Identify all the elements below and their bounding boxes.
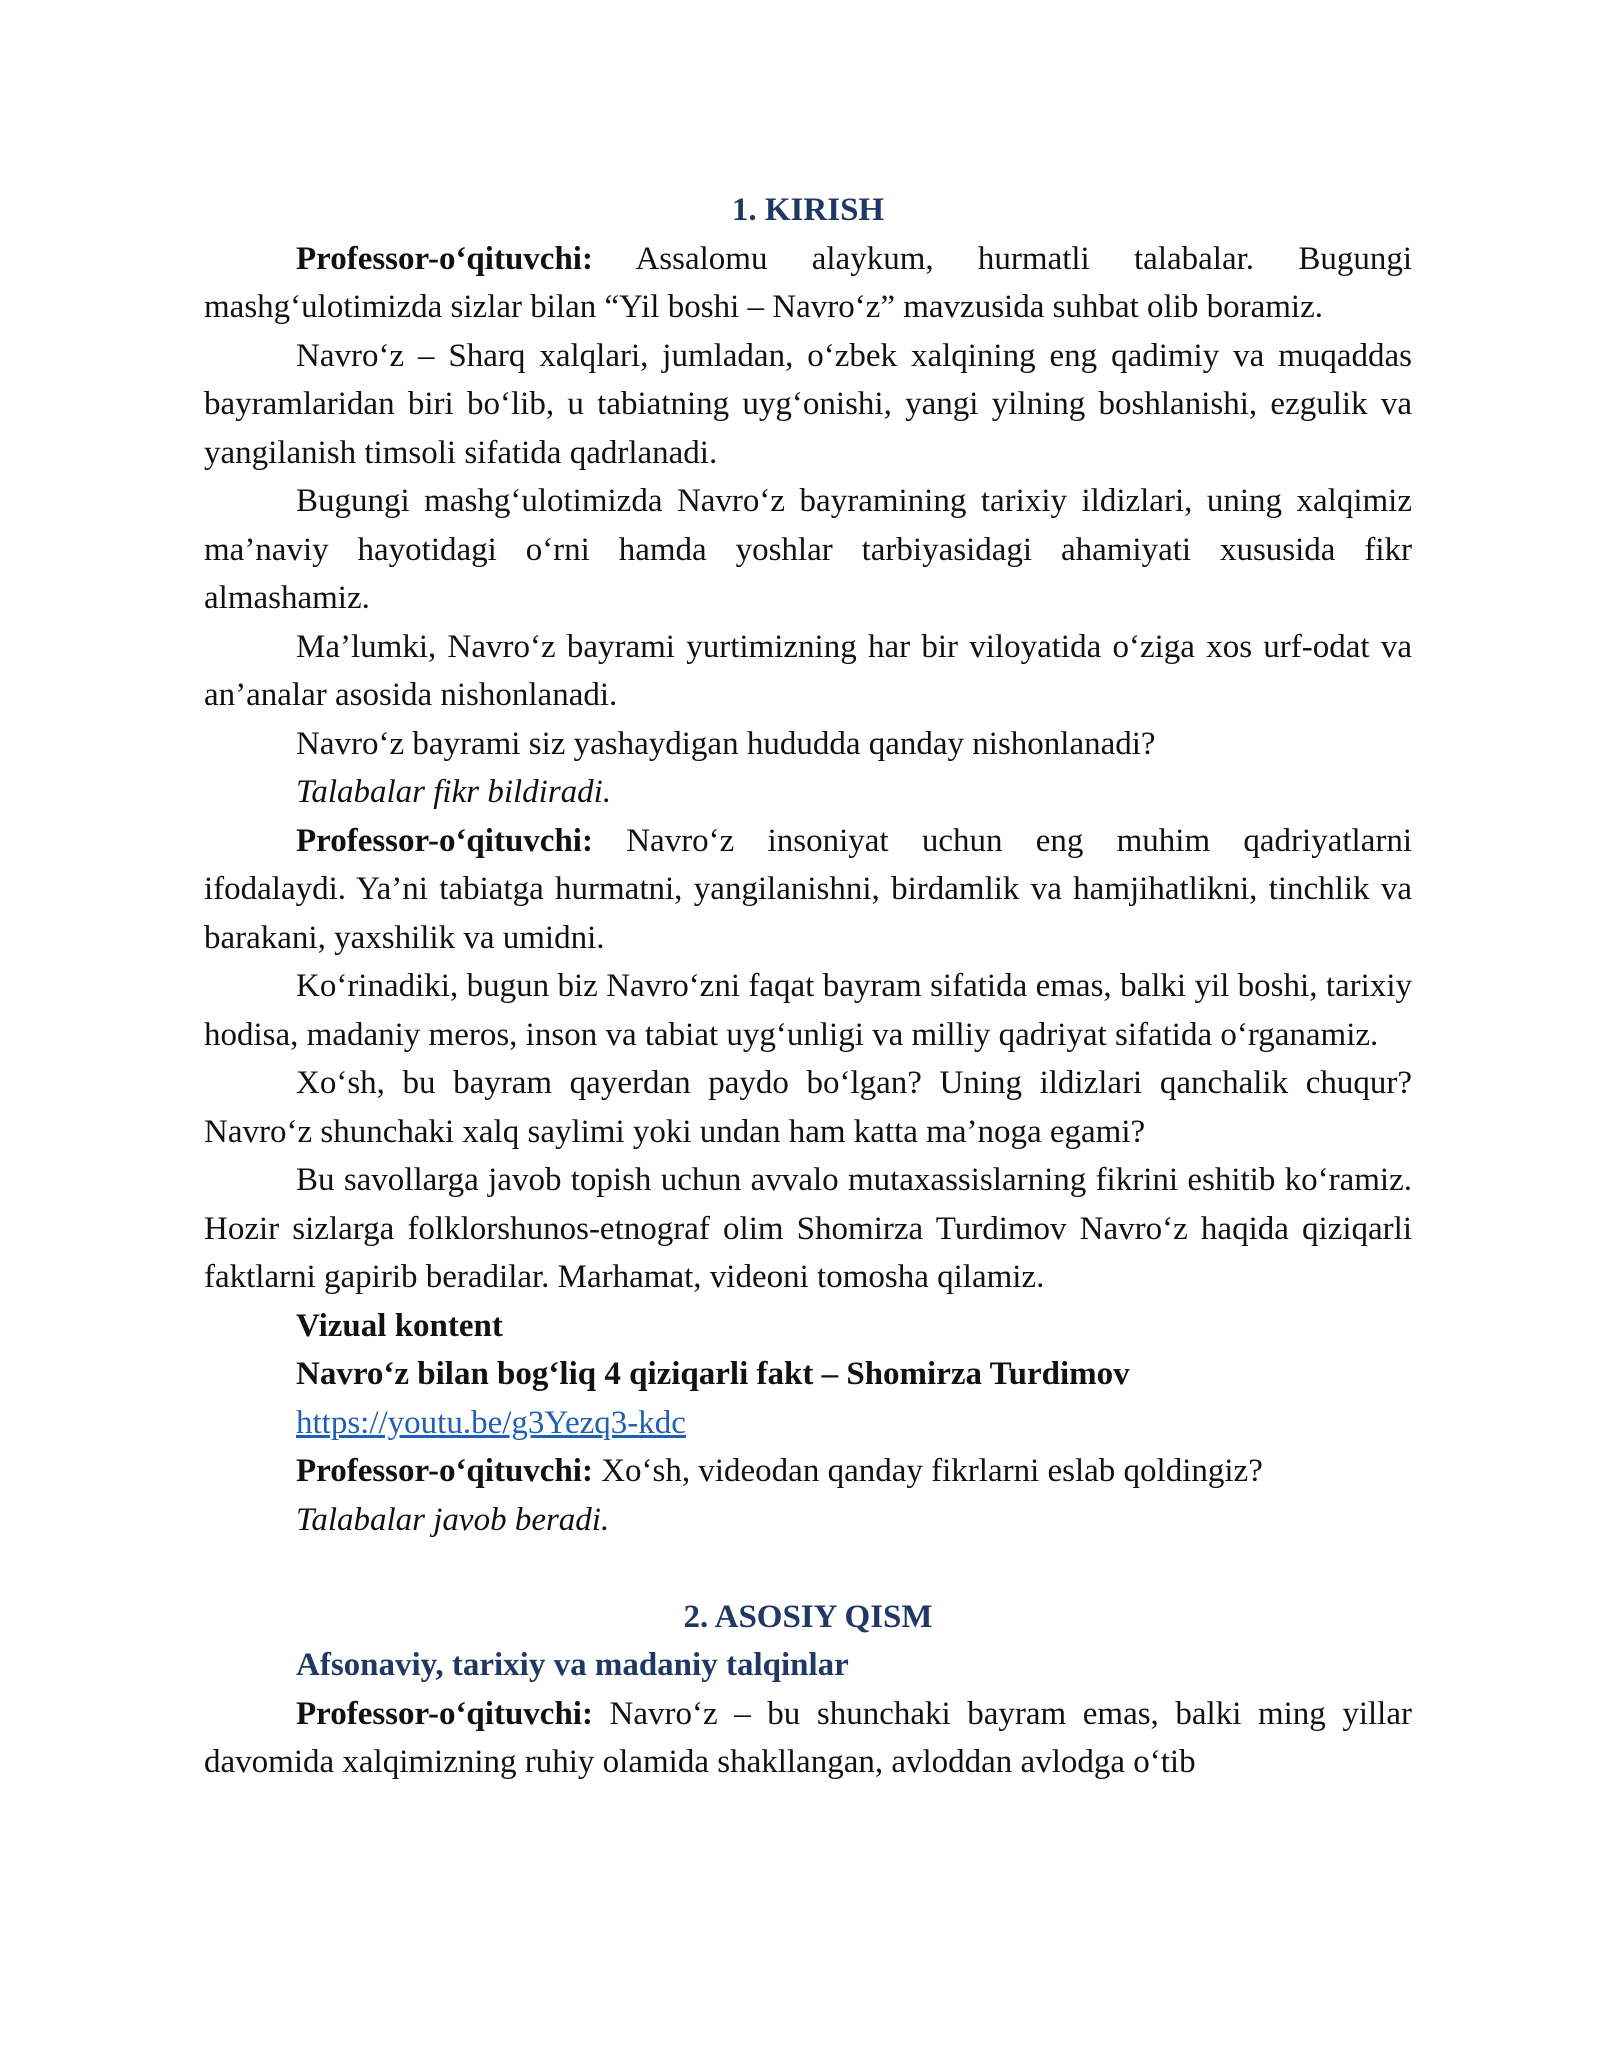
stage-direction: Talabalar javob beradi. (296, 1501, 610, 1538)
paragraph (204, 1447, 1412, 1496)
speaker-label: Professor-o‘qituvchi: (296, 1695, 593, 1732)
document-page (204, 186, 1412, 1787)
section-heading-intro: 1. KIRISH (731, 192, 885, 228)
paragraph-text: Xo‘sh, videodan qanday fikrlarni eslab qoldingiz? (601, 1453, 1263, 1489)
video-link[interactable]: https://youtu.be/g3Yezq3-kdc (296, 1404, 686, 1441)
paragraph: Xo‘sh, bu bayram qayerdan paydo bo‘lgan? Uning ildizlari qanchalik chuqur? Navro‘z shunchaki xalq saylimi yoki undan ham katta ma’noga egami? (204, 1065, 1412, 1150)
section-subheading: Afsonaviy, tarixiy va madaniy talqinlar (296, 1647, 849, 1683)
video-link-line (204, 1399, 1412, 1448)
paragraph-text: Navro‘z – bu shunchaki bayram emas, balki ming yillar davomida xalqimizning ruhiy olamida shakllangan, avloddan avlodga o‘tib (204, 1695, 1412, 1780)
paragraph: Bu savollarga javob topish uchun avvalo mutaxassislarning fikrini eshitib ko‘ramiz. Hozir sizlarga folklorshunos-etnograf olim Shomirza Turdimov Navro‘z haqida qiziqarli faktlarni gapirib beradilar. Marhamat, videoni tomosha qilamiz. (204, 1162, 1412, 1295)
speaker-label: Professor-o‘qituvchi: (296, 240, 593, 277)
paragraph (204, 235, 1412, 332)
paragraph (204, 1690, 1412, 1787)
paragraph-text: Assalomu alaykum, hurmatli talabalar. Bugungi mashg‘ulotimizda sizlar bilan “Yil boshi – Navro‘z” mavzusida suhbat olib boramiz. (204, 240, 1412, 325)
paragraph: Ko‘rinadiki, bugun biz Navro‘zni faqat bayram sifatida emas, balki yil boshi, tarixiy hodisa, madaniy meros, inson va tabiat uyg‘unligi va milliy qadriyat sifatida o‘rganamiz. (204, 968, 1412, 1053)
speaker-label: Professor-o‘qituvchi: (296, 822, 593, 859)
section-spacer (204, 1544, 1412, 1593)
paragraph: Ma’lumki, Navro‘z bayrami yurtimizning har bir viloyatida o‘ziga xos urf-odat va an’analar asosida nishonlanadi. (204, 628, 1412, 713)
speaker-label: Professor-o‘qituvchi: (296, 1453, 593, 1489)
section-heading-main: 2. ASOSIY QISM (683, 1598, 933, 1635)
visual-content-label: Vizual kontent (296, 1307, 503, 1344)
stage-direction: Talabalar fikr bildiradi. (296, 774, 612, 810)
paragraph-text: Navro‘z insoniyat uchun eng muhim qadriyatlarni ifodalaydi. Ya’ni tabiatga hurmatni, yangilanishni, birdamlik va hamjihatlikni, tinchlik va barakani, yaxshilik va umidni. (204, 822, 1412, 956)
paragraph: Bugungi mashg‘ulotimizda Navro‘z bayramining tarixiy ildizlari, uning xalqimiz ma’naviy hayotidagi o‘rni hamda yoshlar tarbiyasidagi ahamiyati xususida fikr almashamiz. (204, 483, 1412, 616)
question-paragraph: Navro‘z bayrami siz yashaydigan hududda qanday nishonlanadi? (296, 725, 1156, 762)
paragraph: Navro‘z – Sharq xalqlari, jumladan, o‘zbek xalqining eng qadimiy va muqaddas bayramlaridan biri bo‘lib, u tabiatning uyg‘onishi, yangi yilning boshlanishi, ezgulik va yangilanish timsoli sifatida qadrlanadi. (204, 337, 1412, 471)
paragraph (204, 817, 1412, 963)
video-title: Navro‘z bilan bog‘liq 4 qiziqarli fakt – Shomirza Turdimov (296, 1356, 1130, 1392)
